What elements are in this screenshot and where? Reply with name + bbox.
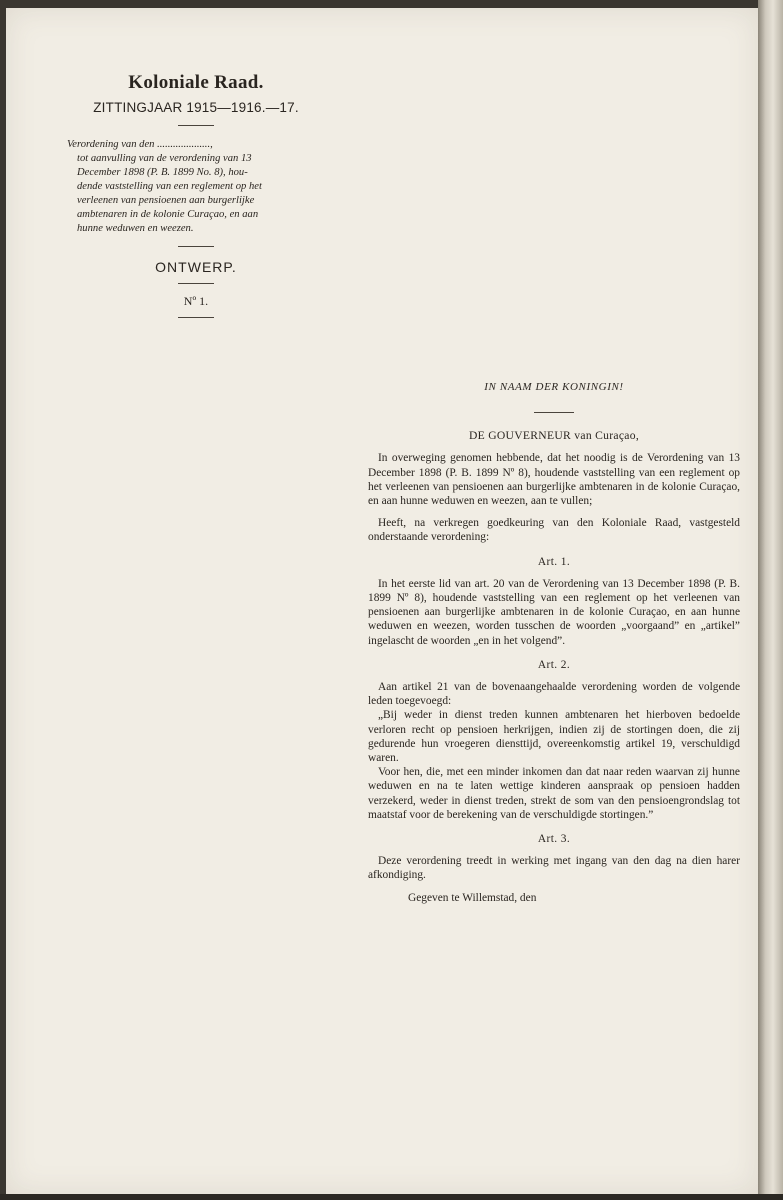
subject-line: Verordening van den ....................,: [67, 139, 213, 150]
draft-label: ONTWERP.: [155, 259, 237, 275]
article-2-paragraph: Voor hen, die, met een minder inkomen dan dat naar reden waarvan zij hunne weduwen en na te laten wettige kinderen aanspraak op pensioen hadden verzekerd, weder in dienst treden, strekt de som van den pensioengrondslag tot maatstaf voor de berekening van de verschuldigde stortingen.”: [368, 766, 740, 821]
header-column: [66, 72, 326, 318]
article-3-text: Deze verordening treedt in werking met ingang van den dag na dien harer afkondiging.: [368, 855, 740, 882]
council-title: Koloniale Raad.: [128, 72, 264, 93]
article-3-heading: Art. 3.: [537, 833, 571, 846]
draft-number: Nº 1.: [183, 294, 209, 308]
invocation: IN NAAM DER KONINGIN!: [484, 381, 624, 393]
preamble-paragraph: In overweging genomen hebbende, dat het noodig is de Verordening van 13 December 1898 (P. B. 1899 Nº 8), houdende vaststelling van een reglement op het verleenen van pensioenen aan burgerlijke ambtenaren in de kolonie Curaçao, en aan hunne weduwen en weezen, aan te vullen;: [368, 452, 740, 508]
subject-line: hunne weduwen en weezen.: [77, 223, 194, 234]
document-page: [6, 8, 758, 1194]
subject-line: dende vaststelling van een reglement op het: [77, 181, 262, 192]
book-spine: [758, 0, 783, 1200]
enactment-paragraph: Heeft, na verkregen goedkeuring van den Koloniale Raad, vastgesteld onderstaande verordening:: [368, 517, 740, 544]
article-1-text: In het eerste lid van art. 20 van de Verordening van 13 December 1898 (P. B. 1899 Nº 8), houdende vaststelling van een reglement op het verleenen van pensioenen aan burgerlijke ambtenaren in de kolonie Curaçao, en aan hunne weduwen en weezen, worden tusschen de woorden „voorgaand” en „artikel” ingelascht de woorden „en in het volgend”.: [368, 577, 740, 647]
governor-heading: DE GOUVERNEUR van Curaçao,: [468, 429, 640, 443]
ordinance-subject: [66, 138, 326, 236]
divider: [178, 246, 214, 247]
divider: [178, 125, 214, 126]
subject-line: ambtenaren in de kolonie Curaçao, en aan: [77, 209, 259, 220]
divider: [178, 283, 214, 284]
signature-line: Gegeven te Willemstad, den: [408, 891, 537, 904]
session-year: ZITTINGJAAR 1915—1916.—17.: [93, 100, 299, 115]
subject-line: verleenen van pensioenen aan burgerlijke: [77, 195, 255, 206]
page-edge-shadow: [0, 1194, 783, 1200]
article-2-intro: Aan artikel 21 van de bovenaangehaalde verordening worden de volgende leden toegevoegd:: [368, 681, 740, 708]
ordinance-body: [368, 380, 740, 905]
article-1-heading: Art. 1.: [537, 555, 571, 568]
divider: [178, 317, 214, 318]
subject-line: December 1898 (P. B. 1899 No. 8), hou-: [77, 167, 248, 178]
article-2-heading: Art. 2.: [537, 658, 571, 671]
article-2-paragraph: „Bij weder in dienst treden kunnen ambtenaren het hierboven bedoelde verloren recht op pensioen herkrijgen, indien zij de stortingen doen, die zij gedurende hun vroegeren diensttijd, overeenkomstig artikel 19, verschuldigd waren.: [368, 709, 740, 765]
subject-line: tot aanvulling van de verordening van 13: [77, 153, 252, 164]
divider: [534, 412, 574, 413]
